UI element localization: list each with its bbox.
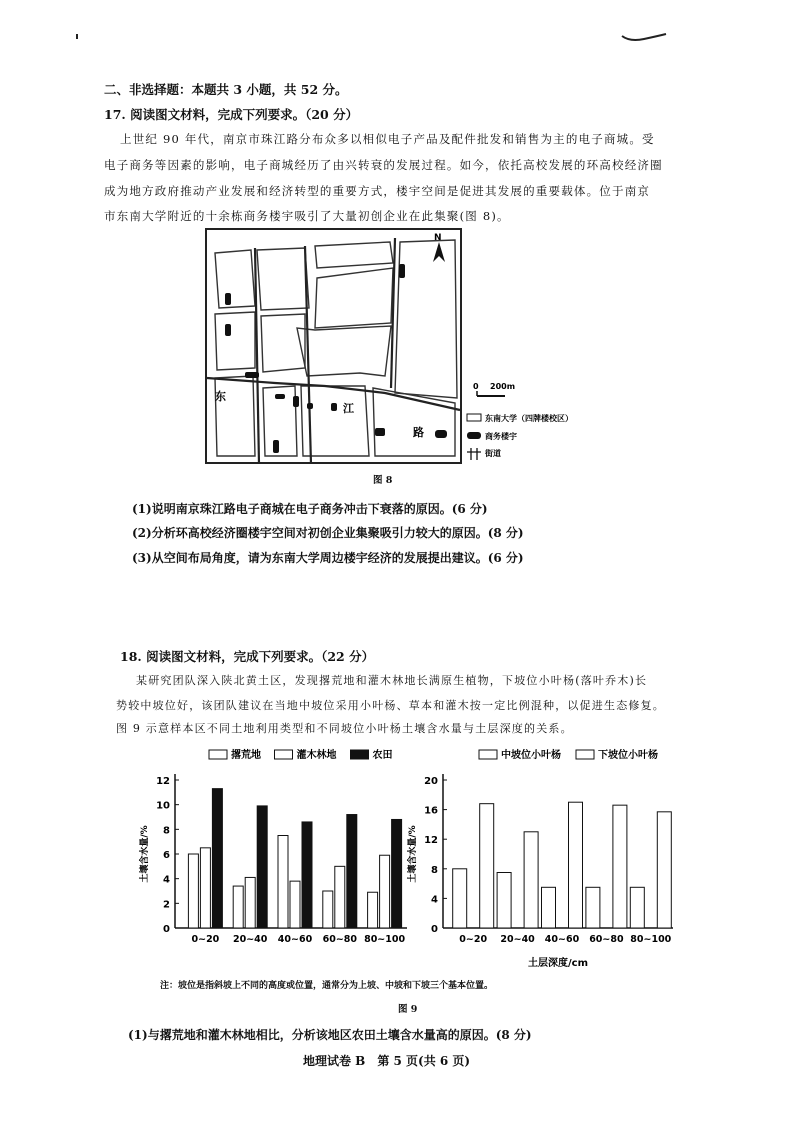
legend-label: 撂荒地 xyxy=(231,750,261,761)
bar-2-0~20 xyxy=(212,789,222,928)
legend-label: 农田 xyxy=(372,750,393,761)
y-tick-label: 0 xyxy=(163,924,170,935)
x-tick-label: 40~60 xyxy=(544,934,580,945)
q18-para-line: 某研究团队深入陕北黄土区，发现撂荒地和灌木林地长满原生植物，下坡位小叶杨(落叶乔木)长 xyxy=(136,674,648,687)
road-char: 江 xyxy=(343,402,354,415)
bar-0-20~40 xyxy=(497,873,511,929)
y-tick-label: 8 xyxy=(431,864,438,876)
x-tick-label: 20~40 xyxy=(232,934,268,945)
q17-subq: (3)从空间布局角度，请为东南大学周边楼宇经济的发展提出建议。(6 分) xyxy=(132,551,524,565)
fig9-note: 注：坡位是指斜坡上不同的高度或位置，通常分为上坡、中坡和下坡三个基本位置。 xyxy=(160,981,494,991)
q17-para-line: 成为地方政府推动产业发展和经济转型的重要方式，楼宇空间是促进其发展的重要载体。位于南京 xyxy=(104,184,651,198)
fig8-caption: 图 8 xyxy=(373,475,393,486)
q18-title: 18. 阅读图文材料，完成下列要求。（22 分） xyxy=(120,649,375,664)
legend-swatch xyxy=(576,750,594,759)
legend-label: 中坡位小叶杨 xyxy=(501,750,561,761)
map-legend xyxy=(467,413,573,460)
fig9-caption: 图 9 xyxy=(398,1004,418,1015)
q17-subq: (1)说明南京珠江路电子商城在电子商务冲击下衰落的原因。(6 分) xyxy=(132,502,488,516)
x-axis-label: 土层深度/cm xyxy=(528,958,588,969)
scale-bar xyxy=(473,382,515,396)
x-tick-label: 40~60 xyxy=(277,934,313,945)
y-tick-label: 2 xyxy=(163,899,170,911)
q18-para-line: 势较中坡位好，该团队建议在当地中坡位采用小叶杨、草本和灌木按一定比例混种，以促进生态修复。 xyxy=(116,699,665,712)
bar-0-20~40 xyxy=(233,886,243,928)
section-header: 二、非选择题：本题共 3 小题，共 52 分。 xyxy=(104,82,348,97)
svg-text:N: N xyxy=(434,233,442,243)
bar-0-40~60 xyxy=(542,887,556,928)
bar-0-0~20 xyxy=(188,854,198,928)
scale-zero: 0 xyxy=(473,382,479,391)
x-tick-label: 20~40 xyxy=(500,934,535,945)
y-axis-label: 土壤含水量/% xyxy=(408,825,418,883)
bar-1-40~60 xyxy=(569,802,583,928)
y-tick-label: 6 xyxy=(163,850,170,861)
x-tick-label: 60~80 xyxy=(589,934,624,945)
q17-title: 17. 阅读图文材料，完成下列要求。（20 分） xyxy=(104,107,359,122)
legend-label: 灌木林地 xyxy=(296,750,337,761)
chart-right xyxy=(403,742,693,972)
stray-mark xyxy=(76,34,78,39)
y-tick-label: 12 xyxy=(424,835,438,847)
legend-label: 下坡位小叶杨 xyxy=(598,750,658,761)
y-tick-label: 4 xyxy=(431,894,438,906)
bar-1-60~80 xyxy=(335,866,345,928)
x-tick-label: 0~20 xyxy=(459,934,488,945)
bar-1-0~20 xyxy=(480,804,494,928)
bar-2-80~100 xyxy=(392,819,402,928)
bar-0-80~100 xyxy=(368,892,378,928)
y-tick-label: 4 xyxy=(163,874,170,886)
bar-2-40~60 xyxy=(302,822,312,928)
y-tick-label: 10 xyxy=(156,800,170,812)
x-tick-label: 80~100 xyxy=(364,934,406,945)
x-tick-label: 0~20 xyxy=(191,934,220,945)
bar-1-40~60 xyxy=(290,881,300,928)
pen-stroke xyxy=(620,30,670,44)
y-axis-label: 土壤含水量/% xyxy=(140,825,150,883)
y-tick-label: 12 xyxy=(156,776,170,787)
road-char: 路 xyxy=(413,426,424,439)
legend-swatch xyxy=(209,750,227,759)
q17-subq: (2)分析环高校经济圈楼宇空间对初创企业集聚吸引力较大的原因。(8 分) xyxy=(132,526,524,540)
q18-subq: (1)与撂荒地和灌木林地相比，分析该地区农田土壤含水量高的原因。(8 分) xyxy=(128,1028,532,1042)
bar-1-80~100 xyxy=(380,855,390,928)
bar-0-0~20 xyxy=(453,869,467,928)
bar-1-60~80 xyxy=(613,805,627,928)
legend-label: 东南大学（四牌楼校区） xyxy=(485,414,573,423)
y-tick-label: 8 xyxy=(163,825,170,837)
y-tick-label: 16 xyxy=(424,805,438,817)
scale-label: 200m xyxy=(490,382,516,391)
chart-left xyxy=(125,742,415,972)
q17-para-line: 市东南大学附近的十余栋商务楼宇吸引了大量初创企业在此集聚(图 8)。 xyxy=(104,209,510,223)
x-tick-label: 60~80 xyxy=(322,934,358,945)
map-figure-8 xyxy=(205,228,573,468)
y-tick-label: 20 xyxy=(424,776,438,787)
legend-label: 商务楼宇 xyxy=(485,432,517,441)
bar-0-40~60 xyxy=(278,836,288,929)
legend-swatch xyxy=(479,750,497,759)
bar-0-80~100 xyxy=(630,887,644,928)
bar-1-80~100 xyxy=(657,812,671,928)
q17-para-line: 电子商务等因素的影响，电子商城经历了由兴转衰的发展过程。如今，依托高校发展的环高校经济圈 xyxy=(104,158,663,172)
bar-2-20~40 xyxy=(257,806,267,928)
bar-0-60~80 xyxy=(586,887,600,928)
legend-label: 街道 xyxy=(485,449,501,458)
y-tick-label: 0 xyxy=(431,924,438,935)
q17-para-line: 上世纪 90 年代，南京市珠江路分布众多以相似电子产品及配件批发和销售为主的电子商城。受 xyxy=(120,132,655,146)
bar-1-0~20 xyxy=(200,848,210,928)
x-tick-label: 80~100 xyxy=(630,934,672,945)
q18-para-line: 图 9 示意样本区不同土地利用类型和不同坡位小叶杨土壤含水量与土层深度的关系。 xyxy=(116,722,573,735)
legend-swatch xyxy=(275,750,293,759)
bar-1-20~40 xyxy=(245,877,255,928)
legend-swatch xyxy=(351,750,369,759)
road-char: 东 xyxy=(215,390,226,403)
bar-1-20~40 xyxy=(524,832,538,928)
page-footer: 地理试卷 B 第 5 页(共 6 页) xyxy=(303,1054,471,1068)
bar-0-60~80 xyxy=(323,891,333,928)
bar-2-60~80 xyxy=(347,815,357,928)
